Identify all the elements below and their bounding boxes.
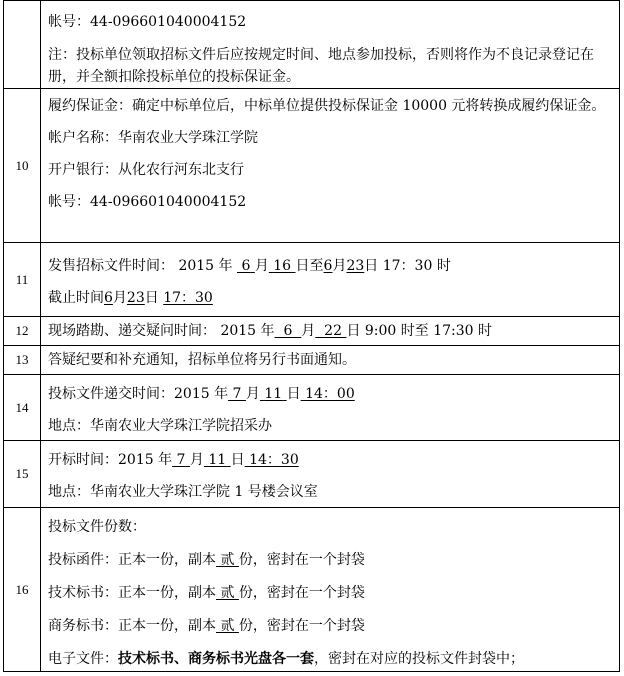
row-number: 13: [4, 346, 41, 375]
copies-item: 技术标书：正本一份，副本 贰 份，密封在一个封袋: [48, 585, 365, 601]
row-number: 14: [4, 375, 41, 441]
bank-name: 开户银行：从化农行河东北支行: [48, 162, 244, 178]
sale-time: 发售招标文件时间： 2015 年 6 月 16 日至6月23日 17：30 时: [48, 258, 451, 274]
row-content: [41, 243, 620, 317]
electronic-files: 电子文件：技术标书、商务标书光盘各一套，密封在对应的投标文件封袋中；: [48, 651, 524, 667]
account-name: 帐户名称：华南农业大学珠江学院: [48, 130, 258, 146]
table-row: [4, 375, 620, 441]
row-content: [41, 441, 620, 508]
opening-time: 开标时间：2015 年 7 月 11 日 14：30: [48, 452, 299, 468]
site-visit-time: 现场踏勘、递交疑问时间： 2015 年 6 月 22 日 9:00 时至 17:30 时: [48, 323, 493, 339]
copies-item: 投标函件：正本一份，副本 贰 份，密封在一个封袋: [48, 552, 365, 568]
row-number: 10: [4, 89, 41, 243]
account-number: 帐号：44-096601040004152: [48, 194, 247, 210]
note-text: 注：投标单位领取招标文件后应按规定时间、地点参加投标，否则将作为不良记录登记在册，并全额扣除投标单位的投标保证金。: [48, 47, 594, 85]
deadline-time: 截止时间6月23日 17：30: [48, 290, 213, 306]
submission-place: 地点：华南农业大学珠江学院招采办: [48, 418, 272, 434]
row-content: [41, 89, 620, 243]
performance-bond-text: 履约保证金：确定中标单位后，中标单位提供投标保证金 10000 元将转换成履约保证金。: [48, 98, 606, 114]
table-row: [4, 317, 620, 346]
row-content: [41, 508, 620, 672]
tender-info-table: [3, 0, 620, 672]
row-number: 11: [4, 243, 41, 317]
table-row: [4, 243, 620, 317]
row-content: [41, 346, 620, 375]
copies-item: 商务标书：正本一份，副本 贰 份，密封在一个封袋: [48, 618, 365, 634]
row-number-cell: [4, 1, 41, 89]
row-number: 16: [4, 508, 41, 672]
row-content: [41, 375, 620, 441]
row-content: [41, 1, 620, 89]
account-number: 帐号：44-096601040004152: [48, 14, 247, 30]
table-row: [4, 441, 620, 508]
submission-time: 投标文件递交时间：2015 年 7 月 11 日 14：00: [48, 386, 355, 402]
row-number: 12: [4, 317, 41, 346]
table-row: [4, 508, 620, 672]
table-row: [4, 346, 620, 375]
clarification-text: 答疑纪要和补充通知，招标单位将另行书面通知。: [48, 352, 356, 368]
row-number: 15: [4, 441, 41, 508]
copies-heading: 投标文件份数：: [48, 519, 146, 535]
table-row: [4, 89, 620, 243]
row-content: [41, 317, 620, 346]
table-row: [4, 1, 620, 89]
opening-place: 地点：华南农业大学珠江学院 1 号楼会议室: [48, 484, 318, 500]
